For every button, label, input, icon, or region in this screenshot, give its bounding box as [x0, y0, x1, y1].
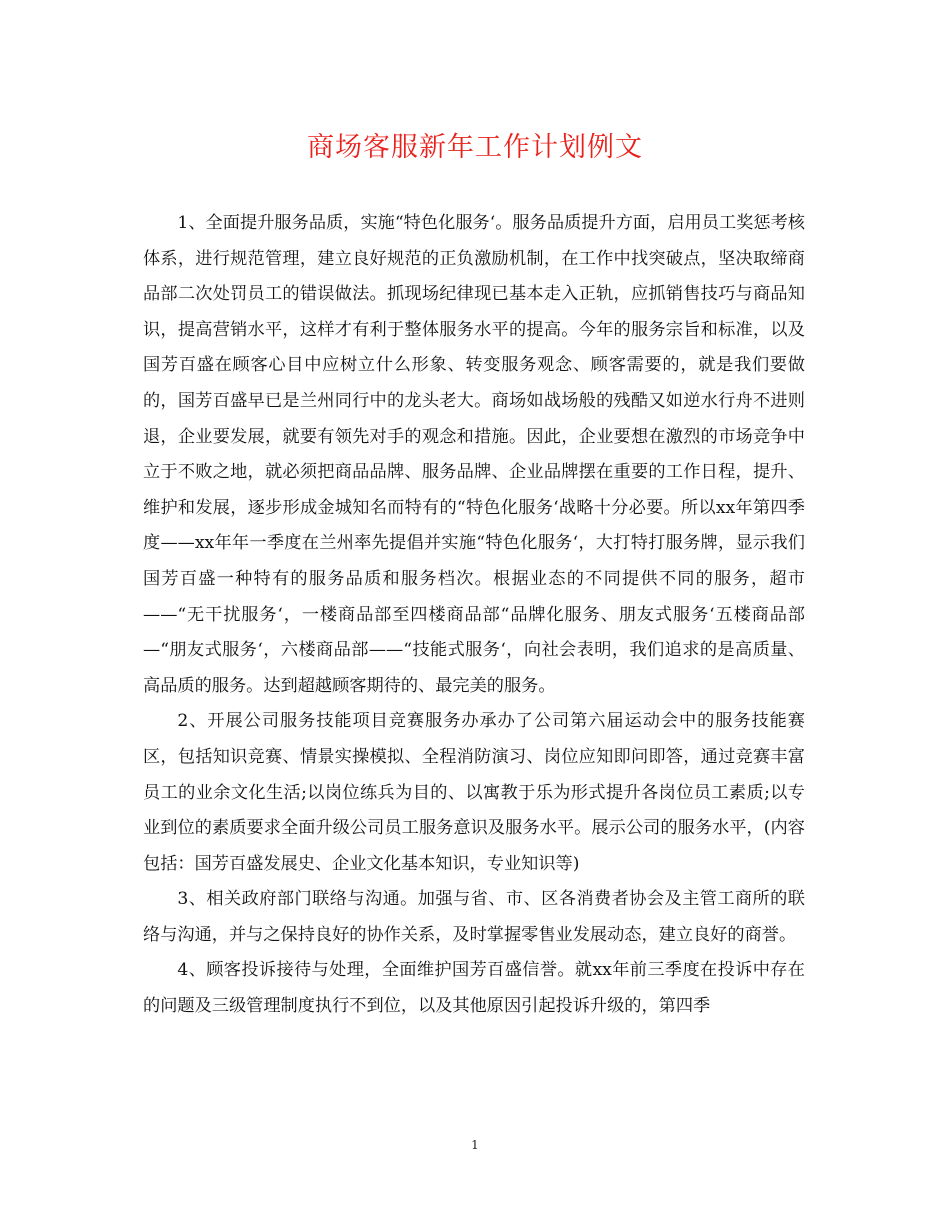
paragraph-4: 4、顾客投诉接待与处理，全面维护国芳百盛信誉。就xx年前三季度在投诉中存在的问题及三级管理制度执行不到位，以及其他原因引起投诉升级的，第四季 — [143, 960, 805, 1017]
document-body — [143, 206, 805, 1025]
document-title: 商场客服新年工作计划例文 — [307, 132, 643, 163]
paragraph-1: 1、全面提升服务品质，实施“特色化服务‘。服务品质提升方面，启用员工奖惩考核体系，进行规范管理，建立良好规范的正负激励机制，在工作中找突破点，坚决取缔商品部二次处罚员工的错误做法。抓现场纪律现已基本走入正轨，应抓销售技巧与商品知识，提高营销水平，这样才有利于整体服务水平的提高。今年的服务宗旨和标准，以及国芳百盛在顾客心目中应树立什么形象、转变服务观念、顾客需要的，就是我们要做的，国芳百盛早已是兰州同行中的龙头老大。商场如战场般的残酷又如逆水行舟不进则退，企业要发展，就要有领先对手的观念和措施。因此，企业要想在激烈的市场竞争中立于不败之地，就必须把商品品牌、服务品牌、企业品牌摆在重要的工作日程，提升、维护和发展，逐步形成金城知名而特有的“特色化服务‘战略十分必要。所以xx年第四季度——xx年年一季度在兰州率先提倡并实施“特色化服务‘，大打特打服务牌，显示我们国芳百盛一种特有的服务品质和服务档次。根据业态的不同提供不同的服务，超市——“无干扰服务‘，一楼商品部至四楼商品部“品牌化服务、朋友式服务‘五楼商品部—“朋友式服务‘，六楼商品部——“技能式服务‘，向社会表明，我们追求的是高质量、高品质的服务。达到超越顾客期待的、最完美的服务。 — [143, 213, 805, 696]
page-number: 1 — [471, 1138, 479, 1152]
paragraph-3: 3、相关政府部门联络与沟通。加强与省、市、区各消费者协会及主管工商所的联络与沟通，并与之保持良好的协作关系，及时掌握零售业发展动态，建立良好的商誉。 — [143, 889, 805, 945]
paragraph-2: 2、开展公司服务技能项目竞赛服务办承办了公司第六届运动会中的服务技能赛区，包括知识竞赛、情景实操模拟、全程消防演习、岗位应知即问即答，通过竞赛丰富员工的业余文化生活;以岗位练兵为目的、以寓教于乐为形式提升各岗位员工素质;以专业到位的素质要求全面升级公司员工服务意识及服务水平。展示公司的服务水平，(内容包括：国芳百盛发展史、企业文化基本知识，专业知识等) — [143, 711, 805, 874]
